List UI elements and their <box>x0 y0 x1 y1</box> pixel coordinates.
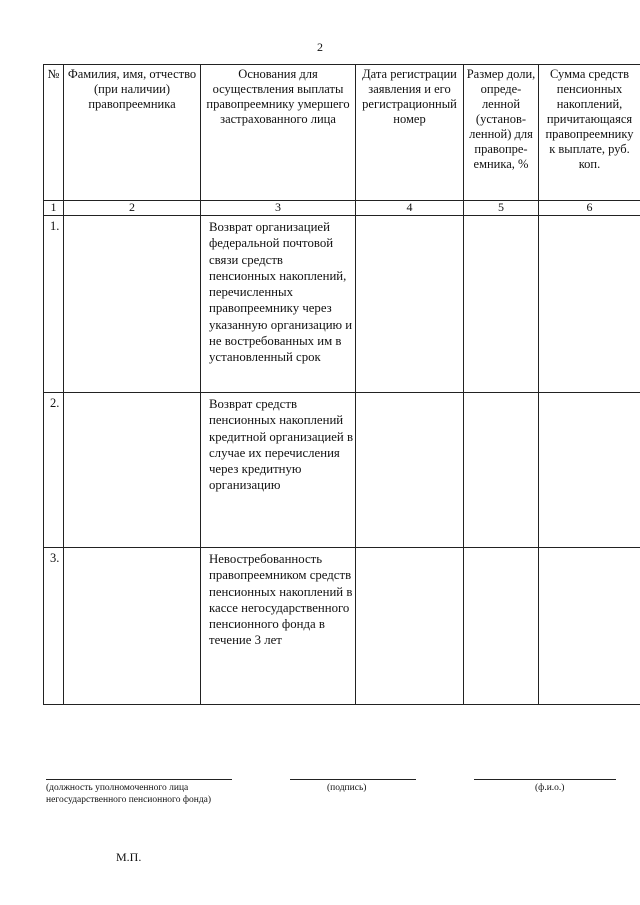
share-size-cell <box>464 216 539 393</box>
header-registration-date: Дата регистрации заявления и его регистрационный номер <box>356 65 464 201</box>
header-share-size: Размер доли, опреде-ленной (установ-ленной) для правопре-емника, % <box>464 65 539 201</box>
column-index: 1 <box>44 201 64 216</box>
full-name-label: (ф.и.о.) <box>535 783 565 793</box>
position-label-line1: (должность уполномоченного лица <box>46 783 189 793</box>
row-number: 2. <box>44 393 64 548</box>
position-label-line2: негосударственного пенсионного фонда) <box>46 795 212 805</box>
amount-cell <box>539 393 640 548</box>
registration-date-cell <box>356 216 464 393</box>
full-name-cell <box>64 216 201 393</box>
table-row <box>44 393 640 548</box>
payment-basis-cell: Возврат организацией федеральной почтовой связи средств пенсионных накоплений, перечисленных правопреемнику через указанную организацию и не востребованных им в установленный срок <box>201 216 356 393</box>
full-name-cell <box>64 548 201 705</box>
column-index-row <box>44 201 640 216</box>
full-name-cell <box>64 393 201 548</box>
share-size-cell <box>464 548 539 705</box>
column-index: 6 <box>539 201 640 216</box>
payment-basis-cell: Невостребованность правопреемником средств пенсионных накоплений в кассе негосударственного пенсионного фонда в течение 3 лет <box>201 548 356 705</box>
column-index: 3 <box>201 201 356 216</box>
payment-basis-cell: Возврат средств пенсионных накоплений кредитной организацией в случае их перечисления через кредитную организацию <box>201 393 356 548</box>
registration-date-cell <box>356 548 464 705</box>
successor-payments-table <box>43 64 640 705</box>
header-number: № <box>44 65 64 201</box>
table-header-row <box>44 65 640 201</box>
table-row <box>44 216 640 393</box>
header-full-name: Фамилия, имя, отчество (при наличии) правопреемника <box>64 65 201 201</box>
amount-cell <box>539 548 640 705</box>
table-row <box>44 548 640 705</box>
row-number: 1. <box>44 216 64 393</box>
signature-label: (подпись) <box>327 783 367 793</box>
full-name-signature-line <box>474 779 616 780</box>
column-index: 2 <box>64 201 201 216</box>
amount-cell <box>539 216 640 393</box>
header-payment-basis: Основания для осуществления выплаты правопреемнику умершего застрахованного лица <box>201 65 356 201</box>
header-amount: Сумма средств пенсионных накоплений, причитающаяся правопреемнику к выплате, руб. коп. <box>539 65 640 201</box>
row-number: 3. <box>44 548 64 705</box>
stamp-placeholder: М.П. <box>116 850 142 864</box>
column-index: 5 <box>464 201 539 216</box>
share-size-cell <box>464 393 539 548</box>
position-signature-line <box>46 779 232 780</box>
column-index: 4 <box>356 201 464 216</box>
signature-line <box>290 779 416 780</box>
page-number: 2 <box>317 40 323 54</box>
registration-date-cell <box>356 393 464 548</box>
